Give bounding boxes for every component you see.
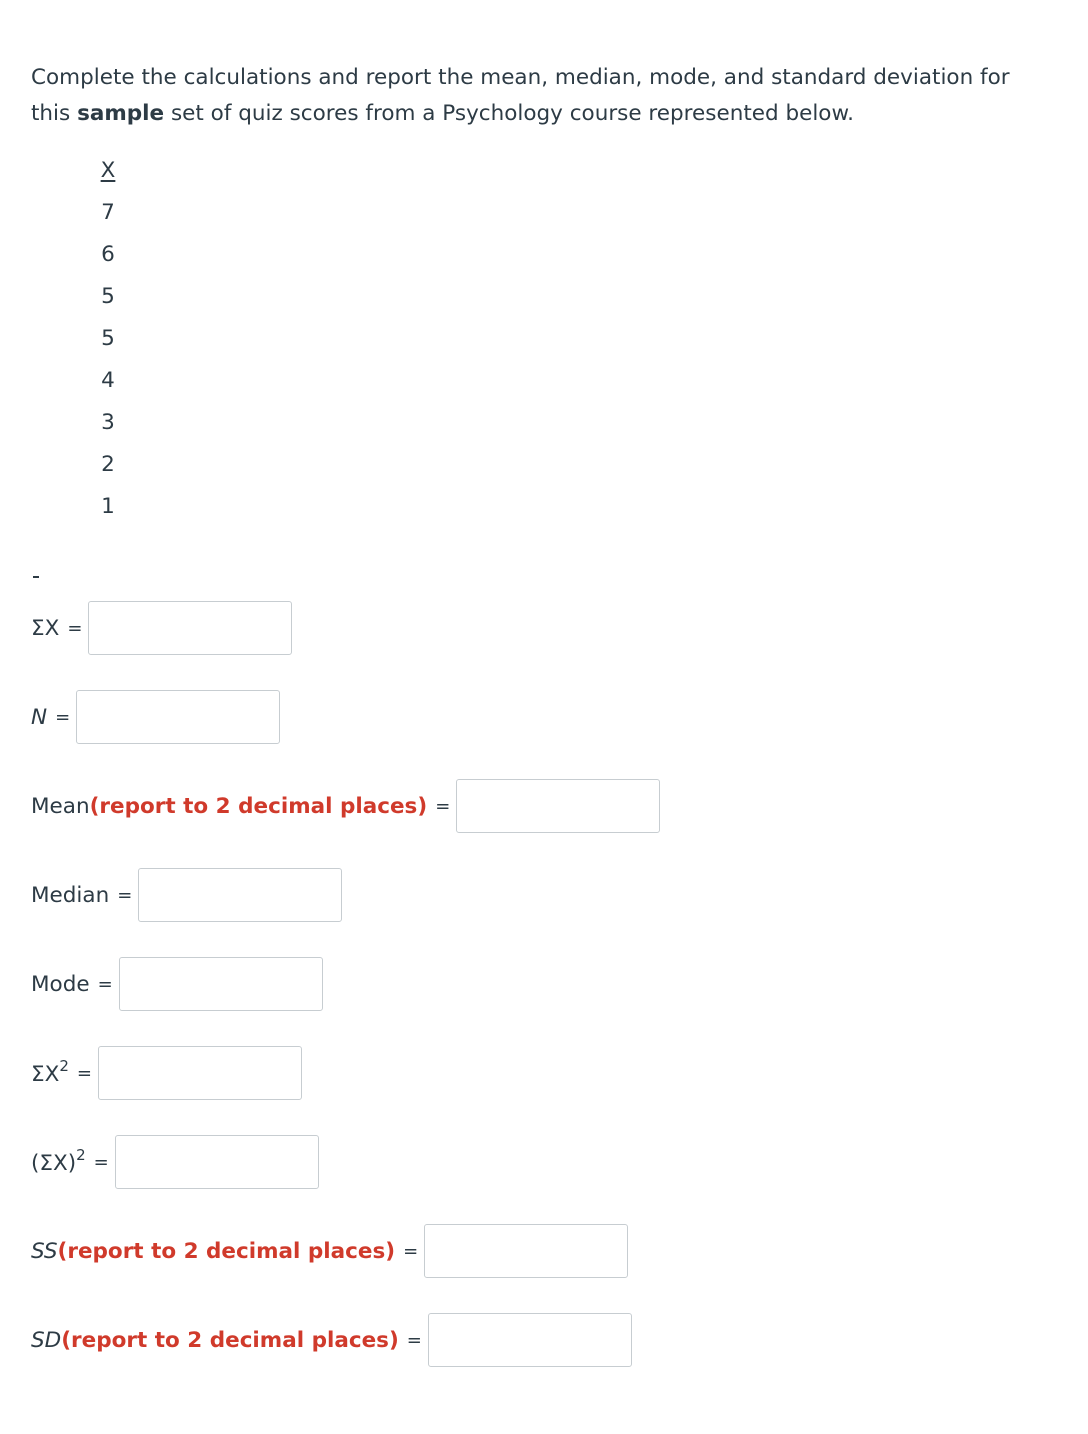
sum-x-squared-input[interactable]: [115, 1135, 319, 1189]
median-label: Median: [31, 882, 110, 908]
median-input[interactable]: [138, 868, 342, 922]
ss-label: SS: [31, 1238, 58, 1264]
x-value: 4: [101, 368, 115, 393]
mode-input[interactable]: [119, 957, 323, 1011]
sum-x2-label: $\Sigma X^2$: [31, 1056, 69, 1088]
question-text: Complete the calculations and report the mean, median, mode, and standard deviation for this sample set of quiz scores from a Psychology course represented below.: [31, 65, 1010, 126]
mode-label: Mode: [31, 971, 90, 997]
sd-label: SD: [31, 1327, 62, 1353]
ss-row: SS (report to 2 decimal places) =: [31, 1224, 628, 1278]
ss-note: (report to 2 decimal places): [57, 1238, 396, 1264]
sd-note: (report to 2 decimal places): [61, 1327, 399, 1353]
sum-x-row: ΣX =: [31, 601, 292, 655]
x-column-header: X: [100, 158, 116, 183]
x-value: 7: [101, 200, 115, 225]
mean-label: Mean: [31, 793, 90, 819]
sum-x-label: ΣX: [31, 615, 60, 641]
sd-input[interactable]: [428, 1313, 632, 1367]
x-value: 5: [101, 326, 115, 351]
median-row: Median =: [31, 868, 342, 922]
sum-x-squared-row: $(\Sigma X)^2$ =: [31, 1135, 319, 1189]
x-value: 6: [101, 242, 115, 267]
mean-input[interactable]: [456, 779, 660, 833]
sd-row: SD (report to 2 decimal places) =: [31, 1313, 632, 1367]
sample-emphasis: sample: [77, 101, 165, 126]
sum-x2-input[interactable]: [98, 1046, 302, 1100]
n-input[interactable]: [76, 690, 280, 744]
x-value: 3: [101, 410, 115, 435]
mean-row: Mean (report to 2 decimal places) =: [31, 779, 660, 833]
mean-note: (report to 2 decimal places): [89, 793, 428, 819]
sum-x-input[interactable]: [88, 601, 292, 655]
x-value: 5: [101, 284, 115, 309]
mode-row: Mode =: [31, 957, 323, 1011]
dash-mark: [33, 576, 39, 578]
sum-x-squared-label: $(\Sigma X)^2$: [31, 1145, 86, 1177]
n-row: N =: [31, 690, 280, 744]
n-label: N: [31, 704, 48, 730]
x-value: 2: [101, 452, 115, 477]
x-value: 1: [101, 494, 115, 519]
sum-x2-row: $\Sigma X^2$ =: [31, 1046, 302, 1100]
ss-input[interactable]: [424, 1224, 628, 1278]
